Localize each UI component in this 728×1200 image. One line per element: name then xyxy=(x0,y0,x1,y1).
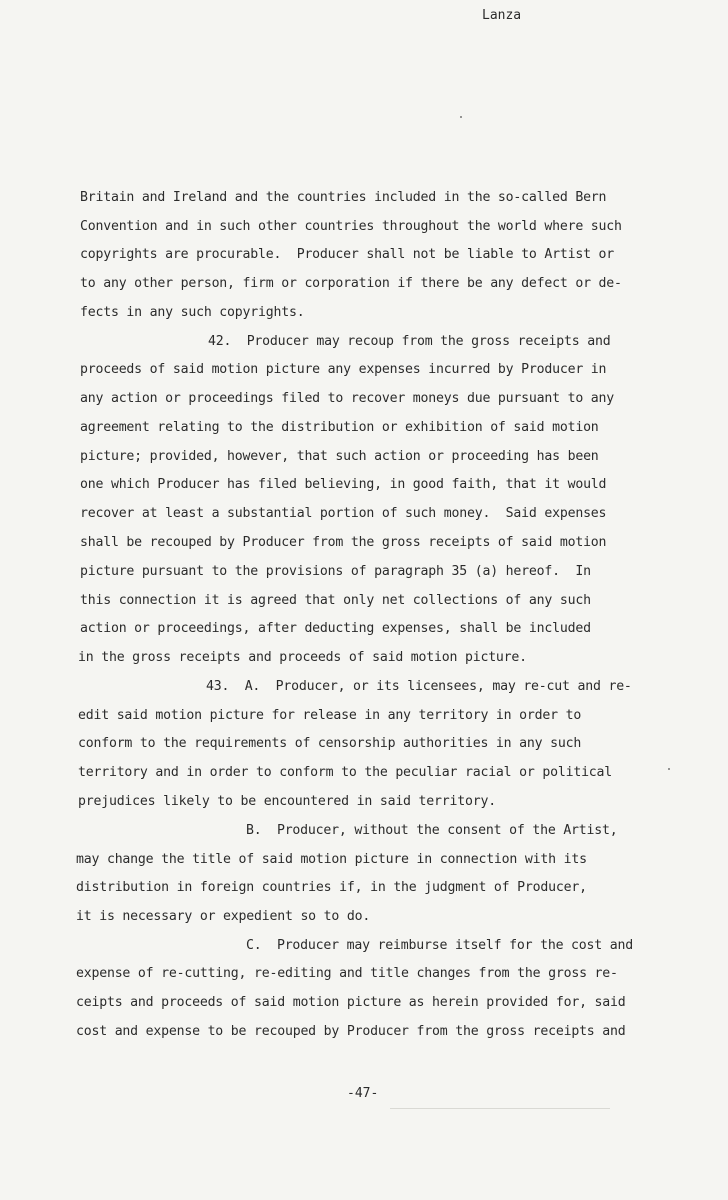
body-line: territory and in order to conform to the peculiar racial or political xyxy=(78,765,613,780)
body-line: in the gross receipts and proceeds of said motion picture. xyxy=(78,650,527,665)
body-line: picture; provided, however, that such action or proceeding has been xyxy=(80,449,599,464)
scan-rule xyxy=(390,1108,610,1109)
body-line: to any other person, firm or corporation if there be any defect or de- xyxy=(80,276,622,291)
body-line: expense of re-cutting, re-editing and title changes from the gross re- xyxy=(76,966,618,981)
subparagraph-c-first-line: C. Producer may reimburse itself for the cost and xyxy=(246,938,633,953)
body-line: recover at least a substantial portion of such money. Said expenses xyxy=(80,506,607,521)
body-line: any action or proceedings filed to recover moneys due pursuant to any xyxy=(80,391,615,406)
body-line: this connection it is agreed that only net collections of any such xyxy=(80,593,591,608)
subparagraph-b-first-line: B. Producer, without the consent of the Artist, xyxy=(246,823,618,838)
body-line: one which Producer has filed believing, in good faith, that it would xyxy=(80,477,607,492)
paragraph-43-first-line: 43. A. Producer, or its licensees, may re-cut and re- xyxy=(206,679,632,694)
body-line: proceeds of said motion picture any expenses incurred by Producer in xyxy=(80,362,607,377)
body-line: prejudices likely to be encountered in said territory. xyxy=(78,794,496,809)
body-line: cost and expense to be recouped by Producer from the gross receipts and xyxy=(76,1024,626,1039)
scan-speck xyxy=(668,768,670,770)
body-line: conform to the requirements of censorship authorities in any such xyxy=(78,736,582,751)
page-number: -47- xyxy=(347,1086,379,1101)
scan-speck xyxy=(460,116,462,118)
body-line: ceipts and proceeds of said motion picture as herein provided for, said xyxy=(76,995,626,1010)
body-line: edit said motion picture for release in any territory in order to xyxy=(78,708,582,723)
body-line: shall be recouped by Producer from the gross receipts of said motion xyxy=(80,535,607,550)
header-name: Lanza xyxy=(482,8,522,23)
body-line: copyrights are procurable. Producer shall not be liable to Artist or xyxy=(80,247,615,262)
body-line: Convention and in such other countries throughout the world where such xyxy=(80,219,622,234)
body-line: fects in any such copyrights. xyxy=(80,305,305,320)
body-line: picture pursuant to the provisions of paragraph 35 (a) hereof. In xyxy=(80,564,591,579)
body-line: distribution in foreign countries if, in the judgment of Producer, xyxy=(76,880,587,895)
body-line: Britain and Ireland and the countries included in the so-called Bern xyxy=(80,190,607,205)
body-line: agreement relating to the distribution or exhibition of said motion xyxy=(80,420,599,435)
paragraph-42-first-line: 42. Producer may recoup from the gross receipts and xyxy=(208,334,611,349)
body-line: action or proceedings, after deducting expenses, shall be included xyxy=(80,621,591,636)
body-line: it is necessary or expedient so to do. xyxy=(76,909,371,924)
body-line: may change the title of said motion picture in connection with its xyxy=(76,852,587,867)
